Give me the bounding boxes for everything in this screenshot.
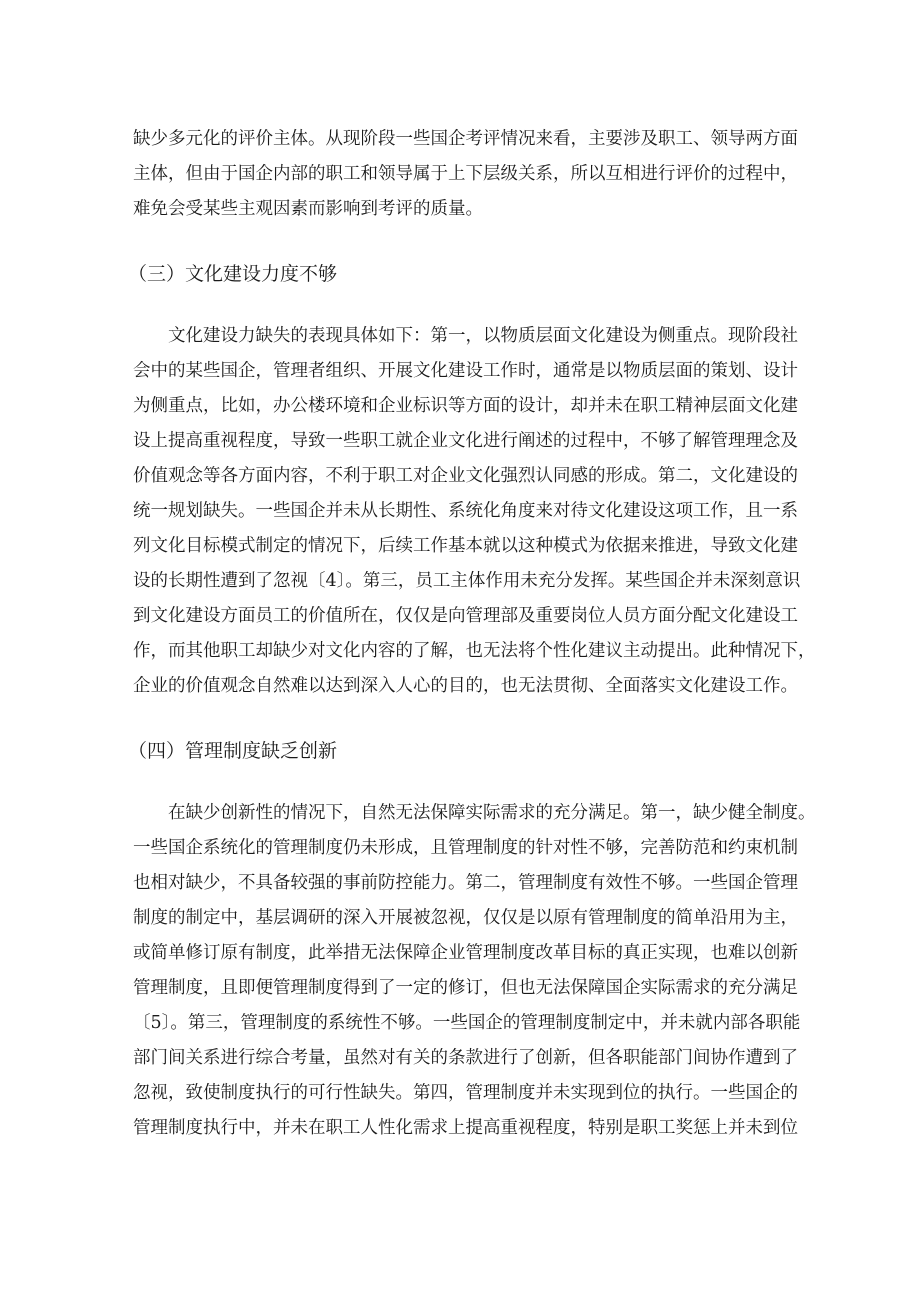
text-line: 会中的某些国企，管理者组织、开展文化建设工作时，通常是以物质层面的策划、设计: [133, 361, 798, 381]
text-line: 部门间关系进行综合考量，虽然对有关的条款进行了创新，但各职能部门间协作遭到了: [133, 1048, 798, 1068]
text-line: 主体，但由于国企内部的职工和领导属于上下层级关系，所以互相进行评价的过程中，: [133, 164, 798, 184]
text-line: 设上提高重视程度，导致一些职工就企业文化进行阐述的过程中，不够了解管理理念及: [133, 431, 798, 451]
text-line: 企业的价值观念自然难以达到深入人心的目的，也无法贯彻、全面落实文化建设工作。: [133, 676, 798, 696]
text-line: 〔5〕。第三，管理制度的系统性不够。一些国企的管理制度制定中，并未就内部各职能: [133, 1013, 801, 1033]
text-line: 列文化目标模式制定的情况下，后续工作基本就以这种模式为依据来推进，导致文化建: [133, 536, 798, 556]
text-line: 一些国企系统化的管理制度仍未形成，且管理制度的针对性不够，完善防范和约束机制: [133, 838, 798, 858]
section-heading: （四）管理制度缺乏创新: [128, 740, 338, 762]
text-line: 缺少多元化的评价主体。从现阶段一些国企考评情况来看，主要涉及职工、领导两方面: [133, 129, 798, 149]
section-heading: （三）文化建设力度不够: [128, 263, 338, 285]
text-line: 管理制度执行中，并未在职工人性化需求上提高重视程度，特别是职工奖惩上并未到位: [133, 1118, 798, 1138]
text-line: 统一规划缺失。一些国企并未从长期性、系统化角度来对待文化建设这项工作，且一系: [133, 501, 798, 521]
text-line: 价值观念等各方面内容，不利于职工对企业文化强烈认同感的形成。第二，文化建设的: [133, 466, 798, 486]
text-line: 制度的制定中，基层调研的深入开展被忽视，仅仅是以原有管理制度的简单沿用为主，: [133, 908, 798, 928]
text-line: 在缺少创新性的情况下，自然无法保障实际需求的充分满足。第一，缺少健全制度。: [168, 803, 816, 823]
text-line: 设的长期性遭到了忽视〔4〕。第三，员工主体作用未充分发挥。某些国企并未深刻意识: [133, 571, 801, 591]
text-line: 管理制度，且即便管理制度得到了一定的修订，但也无法保障国企实际需求的充分满足: [133, 978, 798, 998]
text-line: 或简单修订原有制度，此举措无法保障企业管理制度改革目标的真正实现，也难以创新: [133, 943, 798, 963]
text-line: 忽视，致使制度执行的可行性缺失。第四，管理制度并未实现到位的执行。一些国企的: [133, 1083, 798, 1103]
text-line: 为侧重点，比如，办公楼环境和企业标识等方面的设计，却并未在职工精神层面文化建: [133, 396, 798, 416]
text-line: 难免会受某些主观因素而影响到考评的质量。: [133, 199, 483, 219]
text-line: 也相对缺少，不具备较强的事前防控能力。第二，管理制度有效性不够。一些国企管理: [133, 873, 798, 893]
text-line: 文化建设力缺失的表现具体如下：第一，以物质层面文化建设为侧重点。现阶段社: [168, 326, 798, 346]
text-line: 作，而其他职工却缺少对文化内容的了解，也无法将个性化建议主动提出。此种情况下，: [133, 641, 816, 661]
text-line: 到文化建设方面员工的价值所在，仅仅是向管理部及重要岗位人员方面分配文化建设工: [133, 606, 798, 626]
